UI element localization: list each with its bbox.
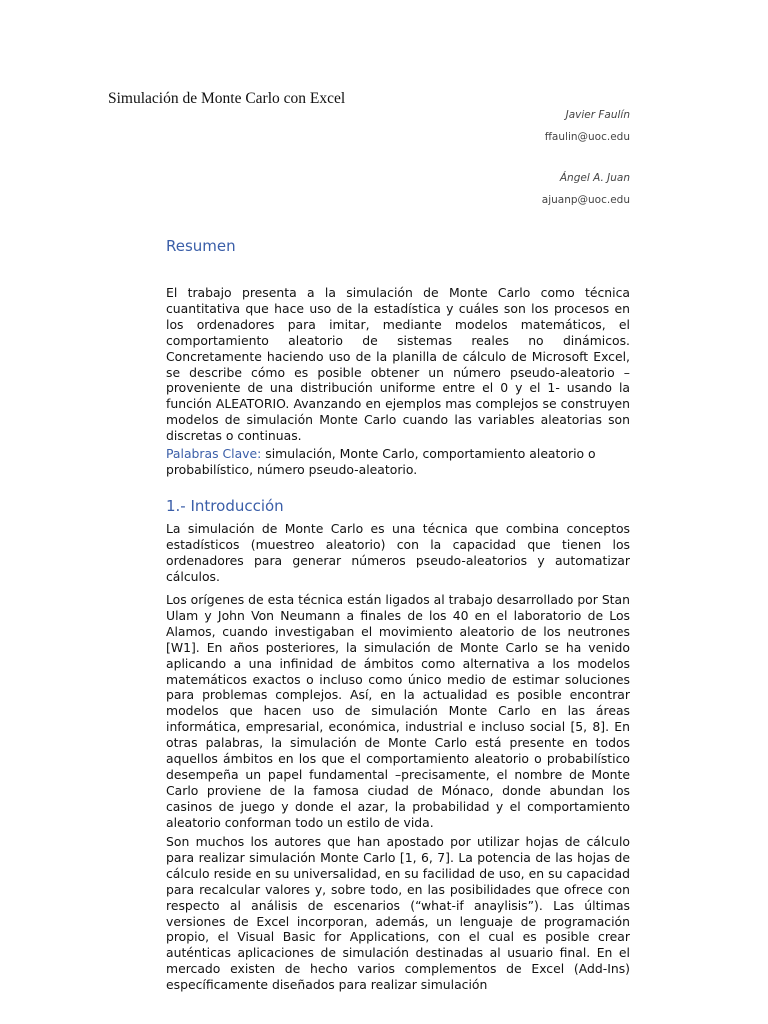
paragraph: Son muchos los autores que han apostado por utilizar hojas de cálculo para realizar simulación Monte Carlo [1, 6, 7]. La potencia de las hojas de cálculo reside en su universalidad, en su facilidad de uso, en su capacidad para recalcular valores y, sobre todo, en las posibilidades que ofrece con respecto al análisis de escenarios (“what-if anaylisis”). Las últimas versiones de Excel incorporan, además, un lenguaje de programación propio, el Visual Basic for Applications, con el cual es posible crear auténticas aplicaciones de simulación destinadas al usuario final. En el mercado existen de hecho varios complementos de Excel (Add-Ins) específicamente diseñados para realizar simulación: [166, 834, 630, 993]
document-title: Simulación de Monte Carlo con Excel: [108, 90, 346, 107]
author-1-email: ffaulin@uoc.edu: [544, 131, 630, 143]
keywords-text: simulación, Monte Carlo, comportamiento aleatorio o probabilístico, número pseudo-aleatorio.: [166, 446, 596, 477]
section-1-body: [166, 521, 630, 585]
paragraph: La simulación de Monte Carlo es una técnica que combina conceptos estadísticos (muestreo aleatorio) con la capacidad que tienen los ordenadores para generar números pseudo-aleatorios y automatizar cálculos.: [166, 521, 630, 584]
abstract-text: El trabajo presenta a la simulación de Monte Carlo como técnica cuantitativa que hace uso de la estadística y cuáles son los procesos en los ordenadores para imitar, mediante modelos matemáticos, el comportamiento aleatorio de sistemas reales no dinámicos. Concretamente haciendo uso de la planilla de cálculo de Microsoft Excel, se describe cómo es posible obtener un número pseudo-aleatorio –proveniente de una distribución uniforme entre el 0 y el 1- usando la función ALEATORIO. Avanzando en ejemplos mas complejos se construyen modelos de simulación Monte Carlo cuando las variables aleatorias son discretas o continuas.: [166, 285, 630, 444]
section-1-body: [166, 592, 630, 831]
keywords: [166, 446, 630, 478]
section-1-body: [166, 834, 630, 993]
author-1-name: Javier Faulín: [565, 109, 630, 121]
keywords-label: Palabras Clave:: [166, 446, 262, 461]
paragraph: Los orígenes de esta técnica están ligados al trabajo desarrollado por Stan Ulam y John Von Neumann a finales de los 40 en el laboratorio de Los Alamos, cuando investigaban el movimiento aleatorio de los neutrones [W1]. En años posteriores, la simulación de Monte Carlo se ha venido aplicando a una infinidad de ámbitos como alternativa a los modelos matemáticos exactos o incluso como único medio de estimar soluciones para problemas complejos. Así, en la actualidad es posible encontrar modelos que hacen uso de simulación Monte Carlo en las áreas informática, empresarial, económica, industrial e incluso social [5, 8]. En otras palabras, la simulación de Monte Carlo está presente en todos aquellos ámbitos en los que el comportamiento aleatorio o probabilístico desempeña un papel fundamental –precisamente, el nombre de Monte Carlo proviene de la famosa ciudad de Mónaco, donde abundan los casinos de juego y donde el azar, la probabilidad y el comportamiento aleatorio conforman todo un estilo de vida.: [166, 592, 630, 830]
author-2-email: ajuanp@uoc.edu: [541, 194, 630, 206]
section-1-heading: 1.- Introducción: [166, 497, 284, 515]
abstract-body: [166, 285, 630, 444]
abstract-heading: Resumen: [166, 237, 236, 255]
author-2-name: Ángel A. Juan: [559, 172, 630, 184]
